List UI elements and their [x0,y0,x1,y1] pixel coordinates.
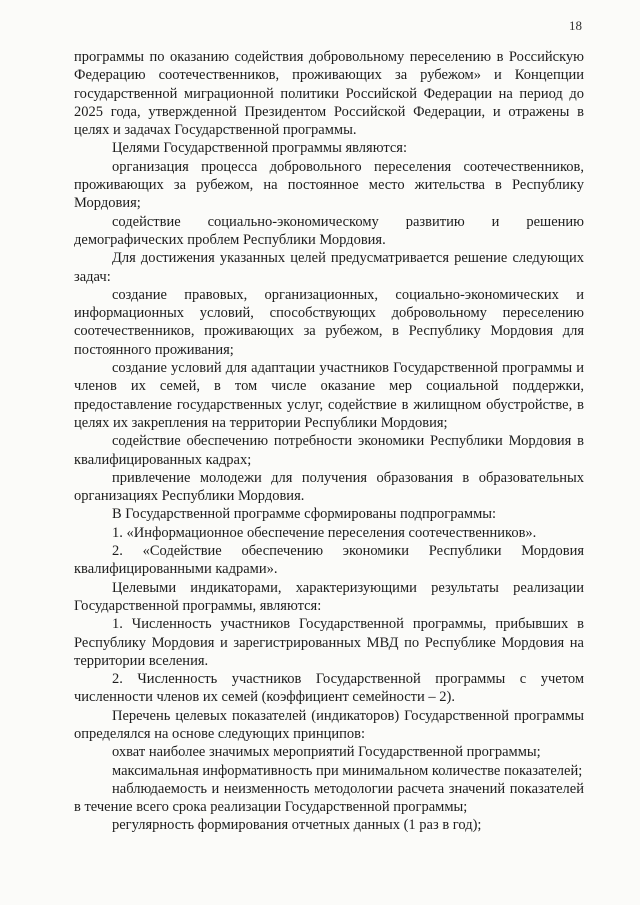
document-body [74,48,584,835]
paragraph: Для достижения указанных целей предусматривается решение следующих задач: [74,250,584,285]
paragraph: организация процесса добровольного переселения соотечественников, проживающих за рубежом, на постоянное место жительства в Республику Мордовия; [74,158,584,212]
page-number: 18 [569,18,582,33]
paragraph: программы по оказанию содействия добровольному переселению в Российскую Федерацию соотечественников, проживающих за рубежом» и Концепции государственной миграционной политики Российской Федерации на период до 2025 года, утвержденной Президентом Российской Федерации, и отражены в целях и задачах Государственной программы. [74,49,584,139]
paragraph: наблюдаемость и неизменность методологии расчета значений показателей в течение всего срока реализации Государственной программы; [74,780,584,816]
paragraph: охват наиболее значимых мероприятий Государственной программы; [112,744,541,761]
paragraph: 2. Численность участников Государственной программы с учетом численности членов их семей (коэффициент семейности – 2). [74,671,584,706]
paragraph: Целевыми индикаторами, характеризующими результаты реализации Государственной программы, являются: [74,579,584,614]
paragraph: 2. «Содействие обеспечению экономики Республики Мордовия квалифицированными кадрами». [74,543,584,578]
paragraph: Перечень целевых показателей (индикаторов) Государственной программы определялся на основе следующих принципов: [74,707,584,742]
paragraph: Целями Государственной программы являются: [112,140,407,157]
paragraph: создание условий для адаптации участников Государственной программы и членов их семей, в том числе оказание мер социальной поддержки, предоставление государственных услуг, содействие в жилищном обустройстве, в целях их закрепления на территории Республики Мордовия; [74,360,584,431]
paragraph: максимальная информативность при минимальном количестве показателей; [112,762,583,779]
paragraph: создание правовых, организационных, социально-экономических и информационных условий, способствующих добровольному переселению соотечественников, проживающих за рубежом, в Республику Мордовия для постоянного проживания; [74,286,584,358]
paragraph: 1. Численность участников Государственной программы, прибывших в Республику Мордовия и зарегистрированных МВД по Республике Мордовия на территории вселения. [74,616,584,669]
paragraph: регулярность формирования отчетных данных (1 раз в год); [112,817,482,834]
paragraph: привлечение молодежи для получения образования в образовательных организациях Республики Мордовия. [74,469,584,505]
paragraph: содействие обеспечению потребности экономики Республики Мордовия в квалифицированных кадрах; [74,433,584,468]
paragraph: содействие социально-экономическому развитию и решению демографических проблем Республики Мордовия. [74,213,584,248]
paragraph: В Государственной программе сформированы подпрограммы: [112,506,497,523]
paragraph: 1. «Информационное обеспечение переселения соотечественников». [112,524,537,541]
